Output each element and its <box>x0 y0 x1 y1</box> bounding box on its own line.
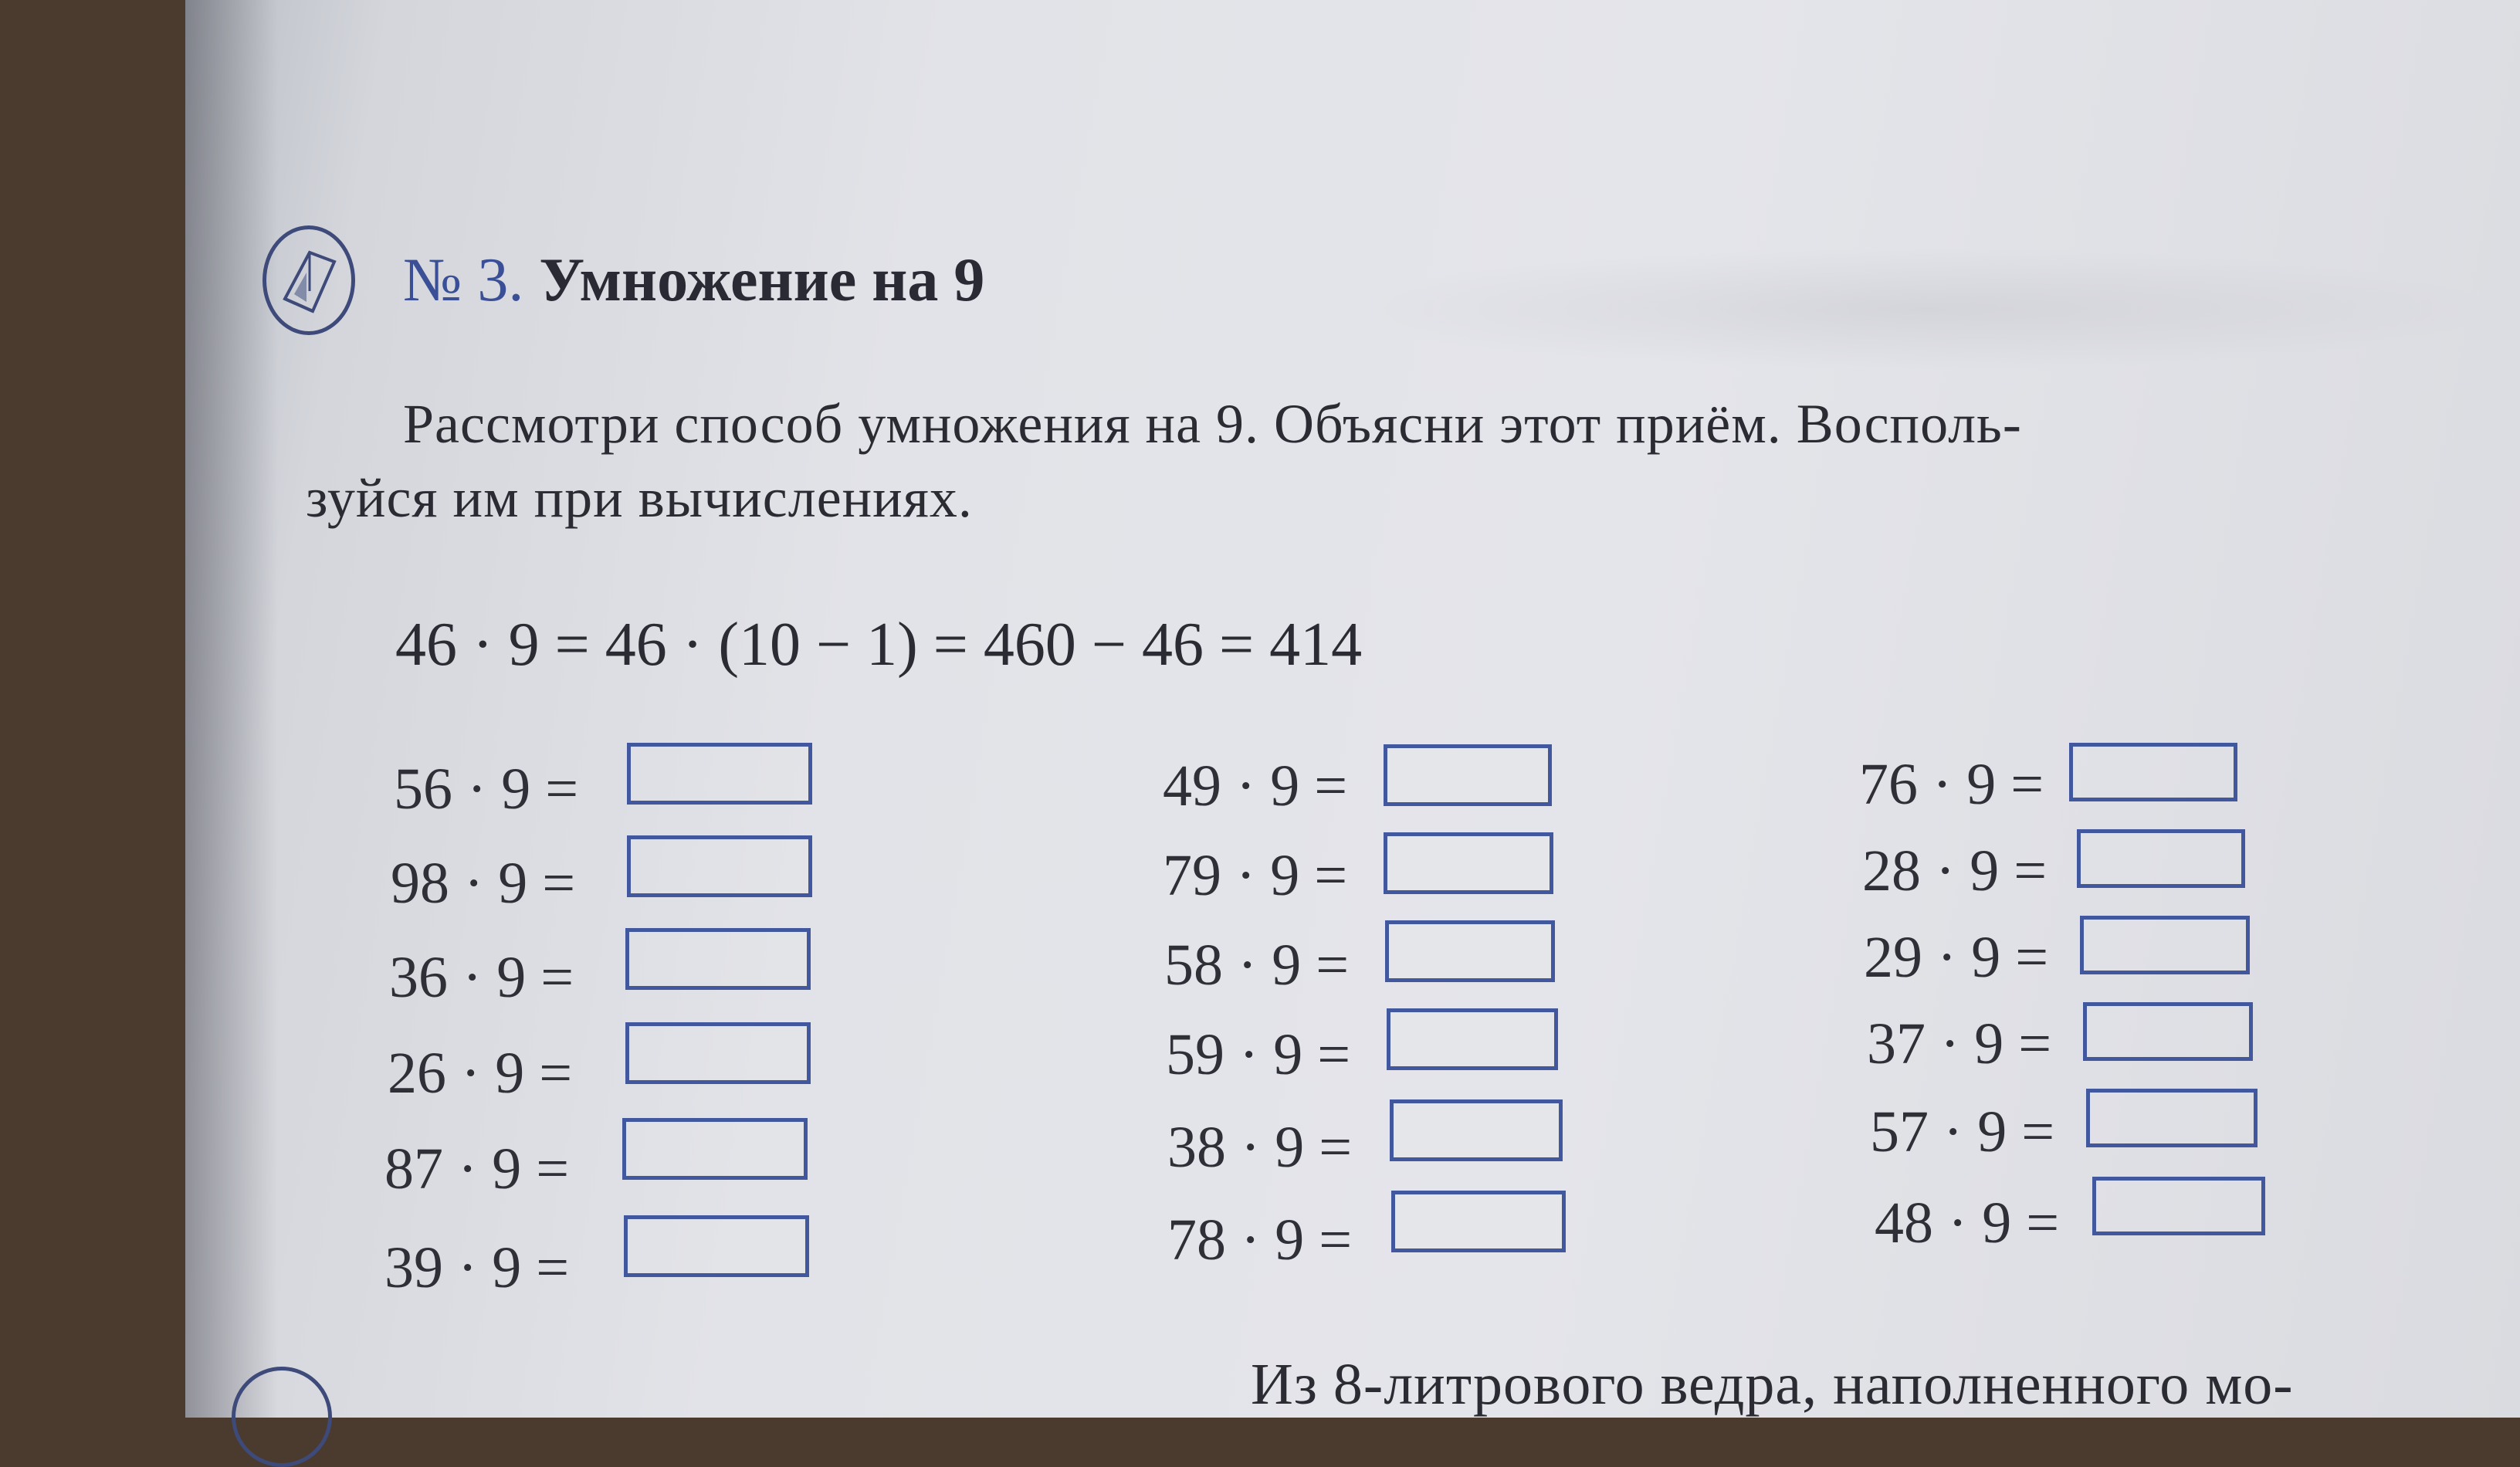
exercise-expression: 98 · 9 = <box>391 851 576 916</box>
exercise-expression: 38 · 9 = <box>1167 1115 1353 1180</box>
exercise-expression: 48 · 9 = <box>1875 1191 2060 1255</box>
task-title-text: Умножение на 9 <box>539 246 985 314</box>
answer-box[interactable] <box>1387 1008 1558 1070</box>
answer-box[interactable] <box>1390 1099 1563 1161</box>
answer-box[interactable] <box>2069 743 2237 801</box>
instruction-line-1: Рассмотри способ умножения на 9. Объясни этот приём. Восполь- <box>403 393 2022 455</box>
next-task-icon <box>232 1367 332 1467</box>
exercise-expression: 56 · 9 = <box>394 757 579 822</box>
exercise-expression: 78 · 9 = <box>1167 1208 1353 1272</box>
exercise-expression: 58 · 9 = <box>1164 933 1350 998</box>
instruction-line-2: зуйся им при вычислениях. <box>306 467 973 529</box>
exercise-expression: 87 · 9 = <box>384 1137 570 1201</box>
exercise-expression: 76 · 9 = <box>1859 752 2044 817</box>
task-title <box>403 246 984 316</box>
answer-box[interactable] <box>625 928 811 990</box>
exercise-expression: 39 · 9 = <box>384 1235 570 1300</box>
answer-box[interactable] <box>1384 744 1552 806</box>
answer-box[interactable] <box>625 1022 811 1084</box>
answer-box[interactable] <box>627 835 812 897</box>
answer-box[interactable] <box>2092 1177 2265 1235</box>
exercise-expression: 37 · 9 = <box>1867 1011 2052 1076</box>
answer-box[interactable] <box>1385 920 1555 982</box>
answer-box[interactable] <box>2083 1002 2253 1061</box>
exercise-expression: 36 · 9 = <box>389 945 574 1010</box>
print-bleed-through <box>1343 247 2501 371</box>
book-icon <box>262 225 355 335</box>
exercise-expression: 79 · 9 = <box>1163 843 1348 908</box>
answer-box[interactable] <box>1391 1191 1566 1252</box>
answer-box[interactable] <box>1384 832 1553 894</box>
page-fold-shadow <box>185 0 278 1418</box>
exercise-expression: 29 · 9 = <box>1864 925 2049 990</box>
answer-box[interactable] <box>624 1215 809 1277</box>
exercise-expression: 57 · 9 = <box>1870 1099 2055 1164</box>
answer-box[interactable] <box>2077 829 2245 888</box>
exercise-expression: 26 · 9 = <box>388 1041 573 1106</box>
answer-box[interactable] <box>627 743 812 805</box>
worked-example: 46 · 9 = 46 · (10 − 1) = 460 − 46 = 414 <box>395 611 1363 679</box>
task-number: № 3. <box>403 246 524 314</box>
answer-box[interactable] <box>2086 1089 2258 1147</box>
answer-box[interactable] <box>622 1118 808 1180</box>
exercise-expression: 28 · 9 = <box>1862 839 2048 903</box>
exercise-expression: 59 · 9 = <box>1166 1022 1351 1087</box>
next-task-text: Из 8-литрового ведра, наполненного мо- <box>1251 1352 2294 1417</box>
exercise-expression: 49 · 9 = <box>1163 754 1348 818</box>
answer-box[interactable] <box>2080 916 2250 974</box>
